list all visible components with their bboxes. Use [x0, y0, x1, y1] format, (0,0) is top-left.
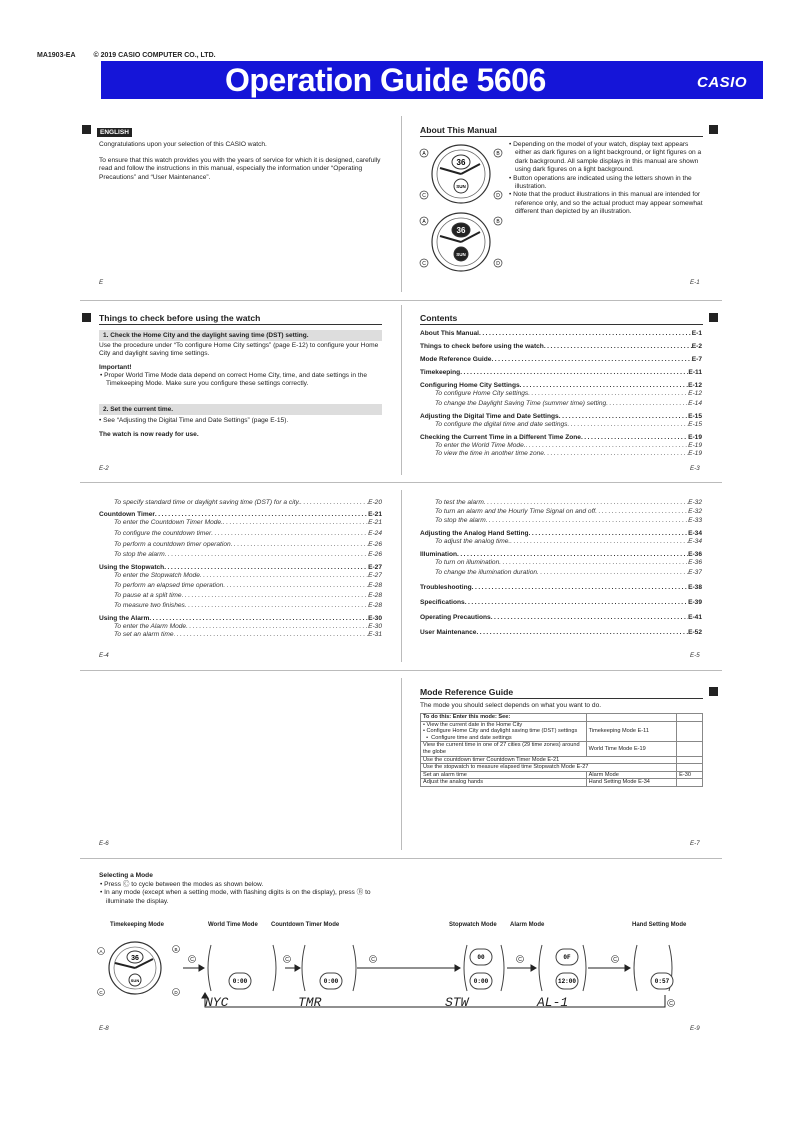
- about-title: About This Manual: [420, 125, 497, 135]
- table-row: [421, 779, 703, 787]
- intro-paragraph-2: To ensure that this watch provides you with the years of service for which it is designed, carefully read and follow the instructions in this manual, especially the information under “Operating Precautions” and “User Maintenance”.: [99, 157, 381, 181]
- svg-text:A: A: [422, 219, 426, 225]
- page-number: E-3: [690, 465, 700, 472]
- toc-row[interactable]: To test the alarm ..... E-32: [420, 499, 702, 507]
- toc-row[interactable]: To stop the alarm ..... E-26: [99, 551, 382, 559]
- toc-row[interactable]: Troubleshooting ..... E-38: [420, 584, 702, 592]
- page-number: E-7: [690, 840, 700, 847]
- page-number: E-6: [99, 840, 109, 847]
- watch-illustration-bottom: [418, 210, 504, 274]
- mode-guide-rule: [420, 698, 703, 699]
- svg-text:C: C: [669, 1001, 673, 1007]
- model-code: MA1903-EA: [37, 52, 76, 59]
- step-2-text: • See “Adjusting the Digital Time and Date Settings” (page E-15).: [99, 417, 289, 424]
- toc-row[interactable]: To stop the alarm ..... E-33: [420, 517, 702, 525]
- section-marker: [709, 313, 718, 322]
- table-cell: View the current time in one of 27 cities (29 time zones) around the globe: [421, 742, 587, 756]
- svg-text:36: 36: [131, 955, 139, 962]
- toc-row[interactable]: Adjusting the Analog Hand Setting ..... E-34: [420, 530, 702, 538]
- table-row: [421, 742, 703, 756]
- table-cell: [677, 764, 703, 772]
- toc-row[interactable]: To enter the Countdown Timer Mode. ..... E-21: [99, 519, 382, 527]
- mode-cycle-diagram: [95, 935, 715, 1025]
- selecting-bullet: • In any mode (except when a setting mode, with flashing digits is on the display), press Ⓑ to illuminate the display.: [100, 889, 371, 905]
- page-divider: [80, 858, 722, 859]
- toc-row[interactable]: Illumination ..... E-36: [420, 551, 702, 559]
- toc-row[interactable]: Timekeeping ..... E-11: [420, 369, 702, 377]
- svg-text:C: C: [613, 957, 617, 963]
- about-bullets: [508, 141, 703, 217]
- toc-row[interactable]: To perform an elapsed time operation ..... E-28: [99, 582, 382, 590]
- svg-text:C: C: [422, 193, 426, 199]
- page-number: E: [99, 279, 104, 286]
- svg-text:D: D: [174, 990, 178, 995]
- svg-text:C: C: [518, 957, 522, 963]
- page-divider: [80, 482, 722, 483]
- about-bullet: • Button operations are indicated using the letters shown in the illustration.: [509, 174, 692, 191]
- step-1-heading: 1. Check the Home City and the daylight saving time (DST) setting.: [99, 330, 382, 341]
- svg-text:0:00: 0:00: [473, 978, 489, 985]
- watch-illustration-top: [418, 142, 504, 206]
- important-label: Important!: [99, 364, 132, 371]
- check-title: Things to check before using the watch: [99, 313, 261, 323]
- intro-paragraph-1: Congratulations upon your selection of this CASIO watch.: [99, 141, 267, 148]
- mode-label: Hand Setting Mode: [632, 922, 687, 928]
- page-number: E-9: [690, 1025, 700, 1032]
- svg-text:C: C: [285, 957, 289, 963]
- toc-row[interactable]: To enter the World Time Mode. ..... E-19: [420, 442, 702, 450]
- title-banner: [101, 61, 763, 99]
- contents-list: [420, 330, 702, 458]
- toc-row[interactable]: Using the Stopwatch ..... E-27: [99, 564, 382, 572]
- mode-guide-title: Mode Reference Guide: [420, 687, 514, 697]
- section-marker: [82, 313, 91, 322]
- table-cell: Alarm Mode: [586, 771, 676, 779]
- brand-logo: CASIO: [696, 74, 747, 91]
- page-divider: [80, 300, 722, 301]
- svg-text:B: B: [496, 219, 500, 225]
- toc-row[interactable]: To configure the countdown timer ..... E-24: [99, 530, 382, 538]
- watch-top-digits: 36: [456, 158, 466, 167]
- mode-label: Alarm Mode: [510, 922, 545, 928]
- svg-text:B: B: [496, 151, 500, 157]
- table-cell: [677, 742, 703, 756]
- check-rule: [99, 324, 382, 325]
- language-badge: ENGLISH: [97, 128, 132, 137]
- table-row: [421, 721, 703, 742]
- table-cell: [677, 721, 703, 742]
- selecting-title: Selecting a Mode: [99, 872, 153, 879]
- toc-row[interactable]: Adjusting the Digital Time and Date Settings ..... E-15: [420, 413, 702, 421]
- svg-text:36: 36: [456, 226, 466, 235]
- table-row: [421, 714, 703, 722]
- mode-label: Countdown Timer Mode: [271, 922, 340, 928]
- column-divider: [401, 116, 402, 292]
- copyright: © 2019 CASIO COMPUTER CO., LTD.: [93, 52, 216, 59]
- toc-row[interactable]: User Maintenance ..... E-52: [420, 629, 702, 637]
- timekeeping-watch: [98, 942, 180, 996]
- ready-text: The watch is now ready for use.: [99, 431, 199, 438]
- important-text: • Proper World Time Mode data depend on correct Home City, time, and date settings in the Timekeeping Mode. Make sure you configure these settings correctly.: [100, 372, 368, 388]
- selecting-bullet: • Press Ⓒ to cycle between the modes as shown below.: [100, 881, 264, 888]
- svg-text:0:00: 0:00: [323, 978, 339, 985]
- about-bullet: • Depending on the model of your watch, display text appears either as dark figures on a light background, or light figures on a dark background. All sample displays in this manual are shown using dark figures on a light background.: [509, 141, 702, 174]
- section-marker: [709, 687, 718, 696]
- mode-table: [420, 713, 703, 787]
- svg-text:A: A: [99, 949, 103, 954]
- toc-row[interactable]: Checking the Current Time in a Different Time Zone ..... E-19: [420, 434, 702, 442]
- toc-row[interactable]: Using the Alarm ..... E-30: [99, 615, 382, 623]
- step-1-text: Use the procedure under “To configure Home City settings” (page E-12) to configure your Home City and daylight saving time settings.: [99, 342, 379, 358]
- table-header: To do this: Enter this mode: See:: [421, 714, 587, 722]
- toc-row[interactable]: To enter the Stopwatch Mode ..... E-27: [99, 572, 382, 580]
- toc-row[interactable]: Mode Reference Guide ..... E-7: [420, 356, 702, 364]
- section-marker: [82, 125, 91, 134]
- code-tmr: TMR: [298, 995, 322, 1010]
- page-divider: [80, 670, 722, 671]
- svg-text:C: C: [422, 261, 426, 267]
- toc-row[interactable]: To change the illumination duration ..... E-37: [420, 569, 702, 577]
- toc-continued-right: [420, 499, 702, 637]
- table-cell: Timekeeping Mode E-11: [586, 721, 676, 742]
- table-cell: E-30: [677, 771, 703, 779]
- section-marker: [709, 125, 718, 134]
- about-bullet: • Note that the product illustrations in this manual are intended for reference only, and so the actual product may appear somewhat different than depicted by an illustration.: [509, 191, 703, 216]
- contents-title: Contents: [420, 313, 458, 323]
- toc-row[interactable]: Specifications ..... E-39: [420, 599, 702, 607]
- svg-text:0F: 0F: [563, 954, 571, 961]
- table-cell: • View the current date in the Home City • Configure Home City and daylight saving time (DST) settings • Configure time and date settings: [421, 721, 587, 742]
- table-row: [421, 764, 703, 772]
- svg-text:12:00: 12:00: [557, 978, 577, 985]
- column-divider: [401, 678, 402, 850]
- table-cell: Adjust the analog hands: [421, 779, 587, 787]
- code-stw: STW: [445, 995, 469, 1010]
- toc-row[interactable]: To configure Home City settings ..... E-12: [420, 390, 702, 398]
- table-cell: Use the stopwatch to measure elapsed time Stopwatch Mode E-27: [421, 764, 677, 772]
- toc-row[interactable]: To measure two finishes ..... E-28: [99, 602, 382, 610]
- step-2-heading: 2. Set the current time.: [99, 404, 382, 415]
- mode-label: Timekeeping Mode: [110, 922, 164, 928]
- toc-row[interactable]: To pause at a split time ..... E-28: [99, 592, 382, 600]
- toc-row[interactable]: To turn on illumination ..... E-36: [420, 559, 702, 567]
- table-row: [421, 756, 703, 764]
- svg-text:C: C: [99, 990, 103, 995]
- toc-row[interactable]: Countdown Timer ..... E-21: [99, 511, 382, 519]
- toc-row[interactable]: To specify standard time or daylight saving time (DST) for a city. ..... E-20: [99, 499, 382, 507]
- column-divider: [401, 305, 402, 475]
- page-number: E-4: [99, 652, 109, 659]
- toc-row[interactable]: About This Manual ..... E-1: [420, 330, 702, 338]
- table-cell: Use the countdown timer Countdown Timer Mode E-21: [421, 756, 677, 764]
- table-cell: Hand Setting Mode E-34: [586, 779, 676, 787]
- svg-text:D: D: [496, 261, 500, 267]
- svg-text:0:00: 0:00: [232, 978, 248, 985]
- svg-text:C: C: [371, 957, 375, 963]
- toc-row[interactable]: Operating Precautions ..... E-41: [420, 614, 702, 622]
- svg-text:SUN: SUN: [456, 252, 466, 257]
- mode-label: World Time Mode: [208, 922, 258, 928]
- toc-row[interactable]: To adjust the analog time. ..... E-34: [420, 538, 702, 546]
- column-divider: [401, 490, 402, 662]
- svg-text:00: 00: [477, 954, 485, 961]
- svg-text:B: B: [174, 947, 178, 952]
- page-number: E-1: [690, 279, 700, 286]
- toc-row[interactable]: To configure the digital time and date settings ..... E-15: [420, 421, 702, 429]
- svg-text:0:57: 0:57: [654, 978, 670, 985]
- page-number: E-2: [99, 465, 109, 472]
- svg-text:C: C: [190, 957, 194, 963]
- about-rule: [420, 136, 703, 137]
- toc-continued-left: [99, 499, 382, 639]
- code-nyc: NYC: [205, 995, 229, 1010]
- contents-rule: [420, 324, 703, 325]
- code-al1: AL-1: [537, 995, 569, 1010]
- table-row: [421, 771, 703, 779]
- toc-row[interactable]: To enter the Alarm Mode ..... E-30: [99, 623, 382, 631]
- toc-row[interactable]: Configuring Home City Settings ..... E-12: [420, 382, 702, 390]
- toc-row[interactable]: To perform a countdown timer operation ..... E-26: [99, 541, 382, 549]
- selecting-bullets: [99, 881, 399, 906]
- table-cell: [677, 779, 703, 787]
- toc-row[interactable]: Things to check before using the watch ..... E-2: [420, 343, 702, 351]
- mode-label: Stopwatch Mode: [449, 922, 497, 928]
- svg-text:A: A: [422, 151, 426, 157]
- page-number: E-5: [690, 652, 700, 659]
- table-cell: World Time Mode E-19: [586, 742, 676, 756]
- toc-row[interactable]: To change the Daylight Saving Time (summer time) setting ..... E-14: [420, 400, 702, 408]
- header-line: [37, 52, 232, 59]
- toc-row[interactable]: To turn an alarm and the Hourly Time Signal on and off ..... E-32: [420, 508, 702, 516]
- svg-text:SUN: SUN: [130, 978, 140, 983]
- page-number: E-8: [99, 1025, 109, 1032]
- svg-text:SUN: SUN: [456, 184, 466, 189]
- page-title: Operation Guide 5606: [225, 62, 546, 98]
- toc-row[interactable]: To view the time in another time zone ..... E-19: [420, 450, 702, 458]
- svg-text:D: D: [496, 193, 500, 199]
- mode-guide-intro: The mode you should select depends on what you want to do.: [420, 702, 602, 709]
- toc-row[interactable]: To set an alarm time ..... E-31: [99, 631, 382, 639]
- table-cell: Set an alarm time: [421, 771, 587, 779]
- table-cell: [677, 756, 703, 764]
